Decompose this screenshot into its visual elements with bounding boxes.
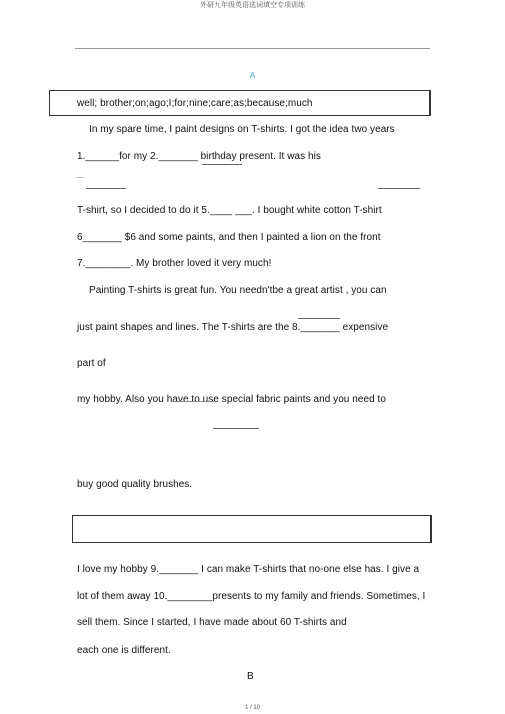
- passage-line-1: In my spare time, I paint designs on T-shirts. I got the idea two years: [89, 124, 395, 135]
- blank-line-4: [378, 188, 420, 189]
- header-rule: [75, 48, 430, 49]
- blank-line-3: [86, 188, 126, 189]
- passage-line-13: sell them. Since I started, I have made about 60 T-shirts and: [77, 617, 347, 628]
- faint-mark: [77, 177, 83, 178]
- passage-line-4: 6_______ $6 and some paints, and then I painted a lion on the front: [77, 232, 381, 243]
- passage-line-12: lot of them away 10.________presents to my family and friends. Sometimes, I: [77, 591, 426, 602]
- page-number: 1 / 10: [244, 705, 260, 711]
- underline-mark: [202, 164, 242, 165]
- document-header: 外研九年级英语选词填空专项训练: [200, 1, 305, 9]
- overline-mark: [298, 318, 340, 319]
- passage-line-11: I love my hobby 9._______ I can make T-shirts that no-one else has. I give a: [77, 564, 420, 575]
- passage-line-7: just paint shapes and lines. The T-shirts are the 8._______ expensive: [77, 322, 389, 333]
- blank-line-7: [213, 428, 259, 429]
- passage-line-14: each one is different.: [77, 645, 171, 656]
- section-b-label: B: [247, 671, 254, 682]
- passage-line-8: part of: [77, 358, 106, 369]
- passage-line-10: buy good quality brushes.: [77, 479, 193, 490]
- word-bank-text: well; brother;on;ago;I;for;nine;care;as;because;much: [77, 98, 313, 109]
- passage-line-3: T-shirt, so I decided to do it 5.____ ___. I bought white cotton T-shirt: [77, 205, 382, 216]
- passage-line-6: Painting T-shirts is great fun. You needn'tbe a great artist , you can: [89, 285, 387, 296]
- passage-line-5: 7.________. My brother loved it very much!: [77, 258, 272, 269]
- section-a-label: A: [249, 71, 256, 80]
- passage-line-9: my hobby. Also you have to use special fabric paints and you need to: [77, 394, 386, 405]
- strike-mark: [174, 401, 214, 402]
- passage-line-2: 1.______for my 2._______ birthday present. It was his: [77, 151, 321, 162]
- empty-answer-box: [72, 515, 432, 543]
